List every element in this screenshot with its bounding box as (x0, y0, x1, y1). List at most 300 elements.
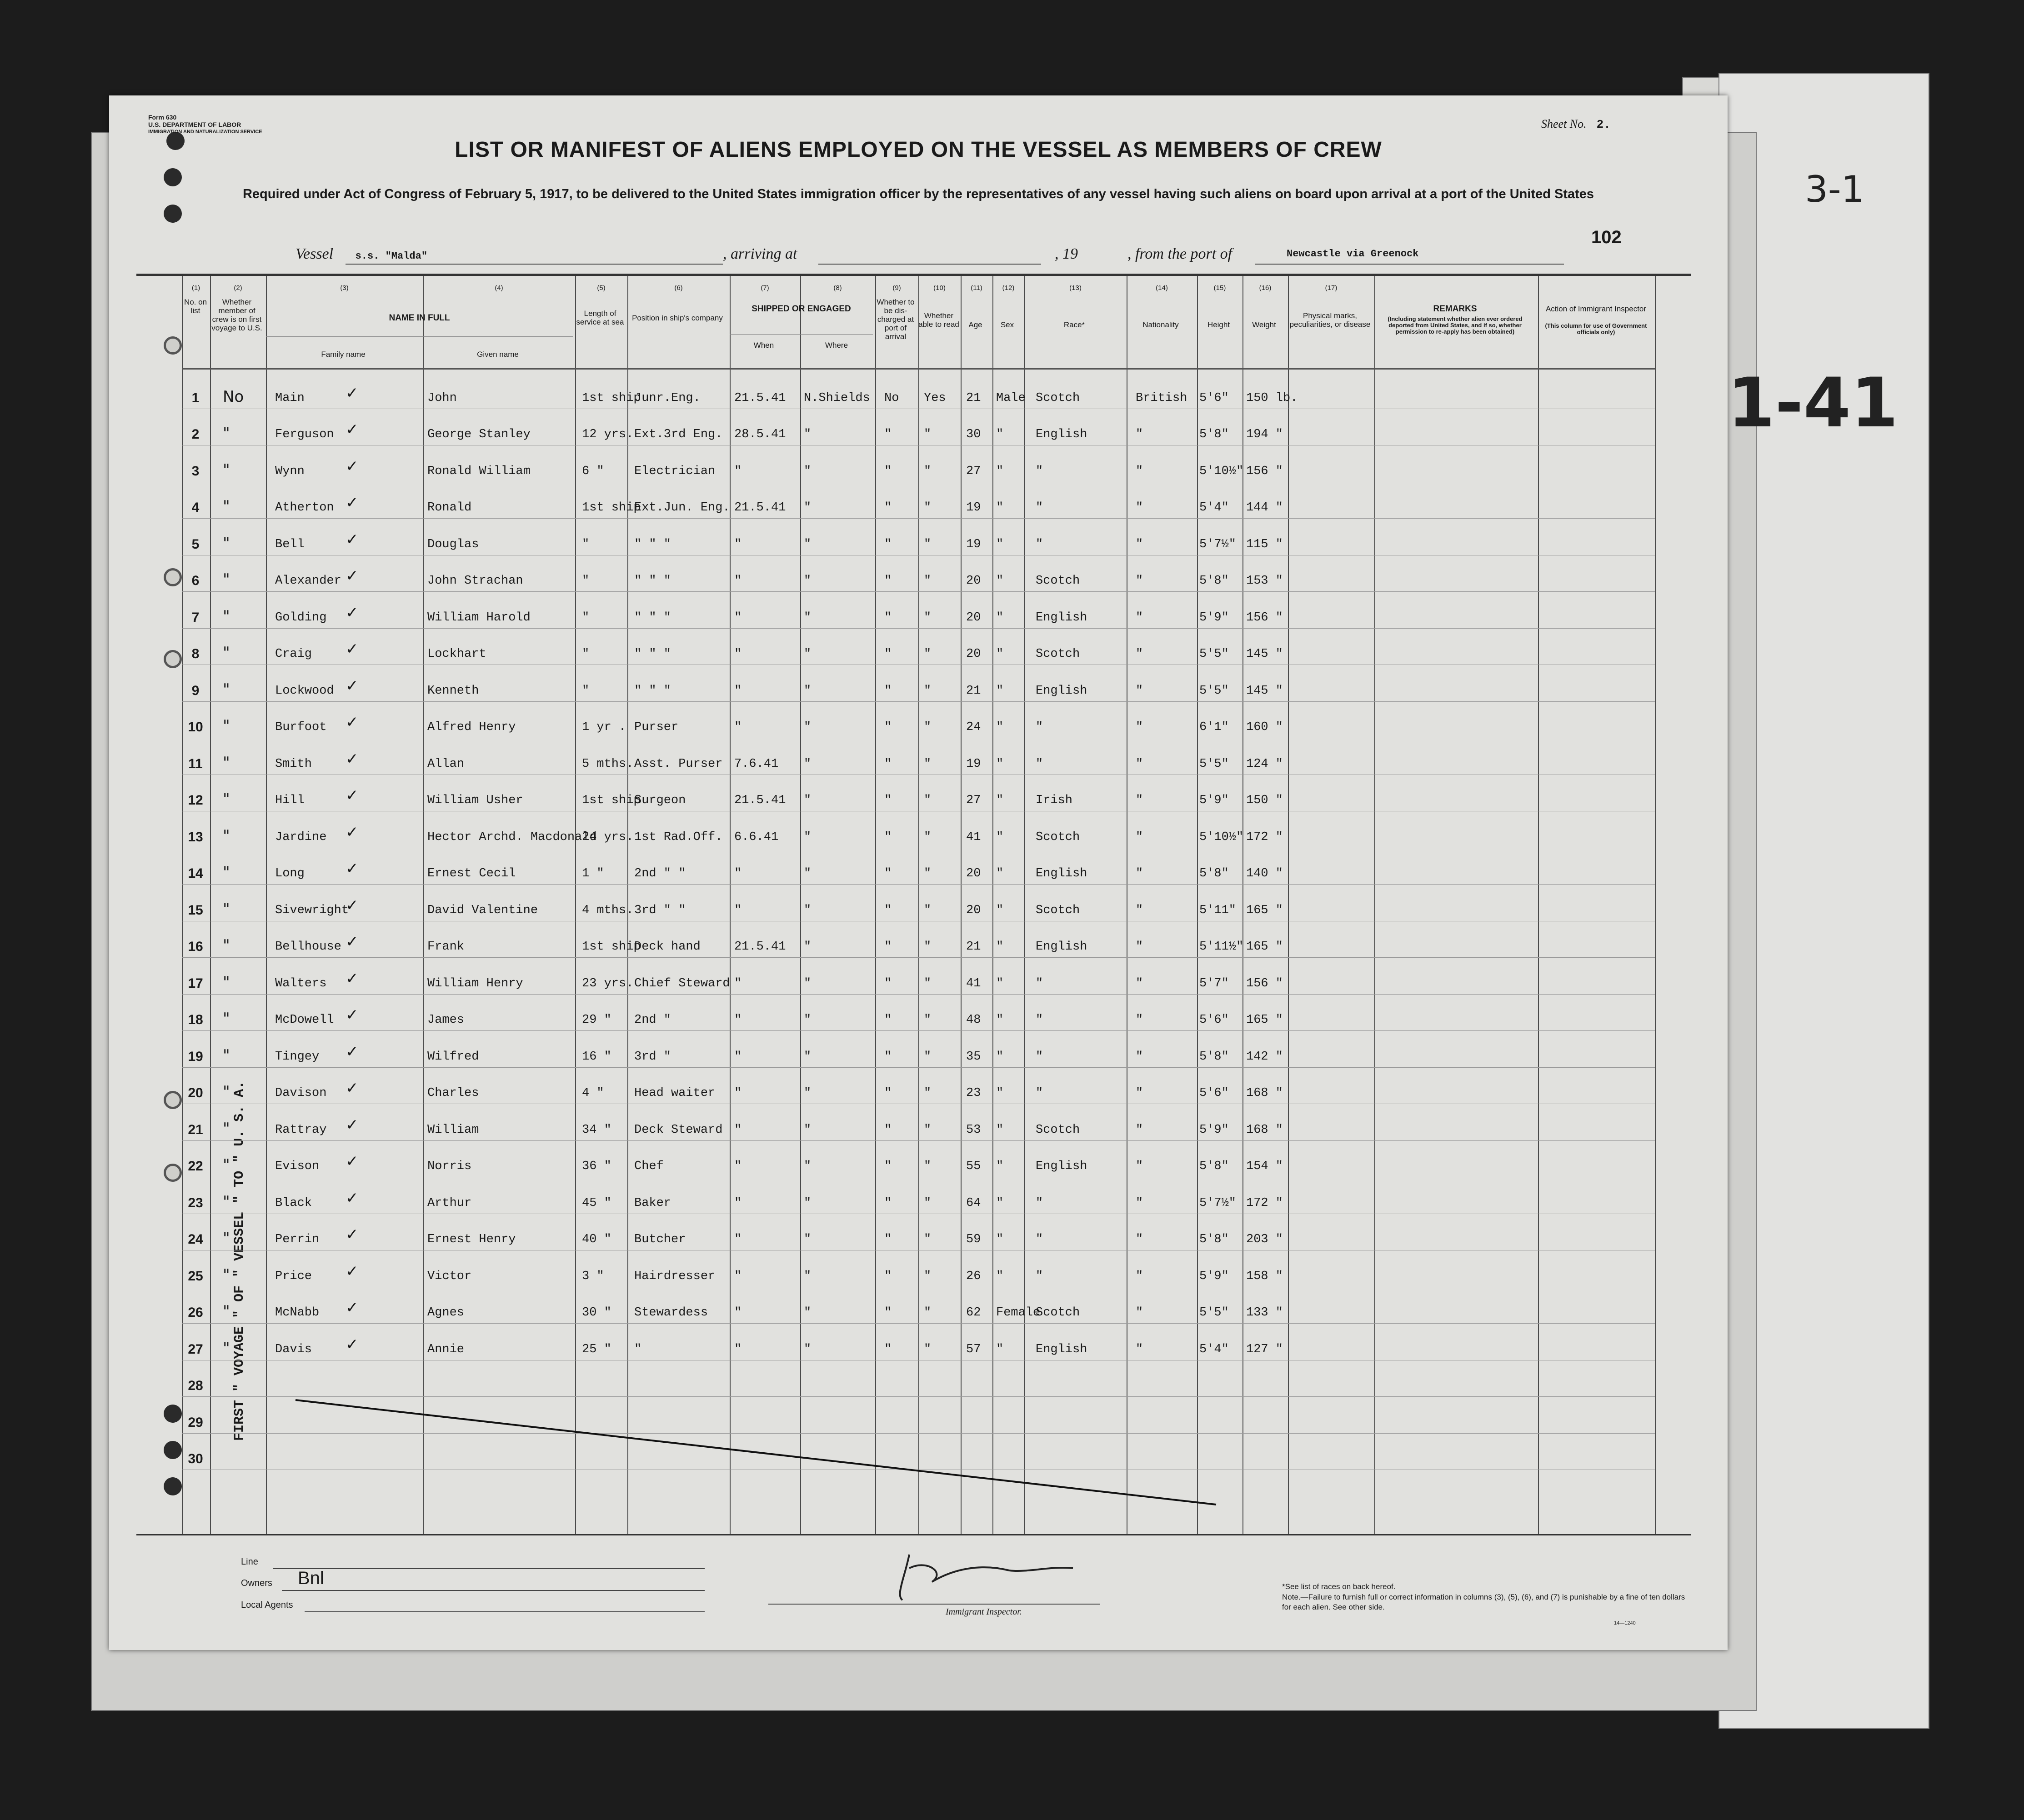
height: 5'10½" (1199, 464, 1244, 478)
races-note: *See list of races on back hereof. (1282, 1582, 1396, 1591)
to-be-discharged: " (884, 1160, 892, 1173)
age: 24 (966, 720, 981, 734)
race: " (1036, 976, 1043, 990)
family-name: Golding (275, 610, 327, 625)
shipped-when: 6.6.41 (734, 830, 779, 844)
shipped-when: " (734, 1013, 742, 1027)
to-be-discharged: " (884, 684, 892, 698)
row-number: 28 (188, 1378, 203, 1393)
first-voyage-mark: " (223, 900, 230, 918)
length-of-service: 5 mths. (582, 757, 634, 771)
first-voyage-mark: " (223, 973, 230, 991)
race: " (1036, 1269, 1043, 1283)
first-voyage-mark: " (223, 1156, 230, 1174)
height: 5'8" (1199, 1050, 1229, 1064)
able-to-read: " (924, 610, 932, 625)
nationality: British (1136, 391, 1187, 405)
table-bottom-rule (136, 1534, 1691, 1535)
family-name: Burfoot (275, 720, 327, 734)
column-number: (6) (674, 284, 683, 292)
row-number: 12 (188, 793, 203, 808)
service-name: IMMIGRATION AND NATURALIZATION SERVICE (148, 129, 262, 135)
check-mark: ✓ (346, 1262, 359, 1280)
age: 20 (966, 903, 981, 917)
race: Scotch (1036, 903, 1080, 917)
position: " " " (634, 537, 671, 551)
age: 53 (966, 1123, 981, 1137)
column-number: (11) (971, 284, 982, 292)
page-title: LIST OR MANIFEST OF ALIENS EMPLOYED ON THE VESSEL AS MEMBERS OF CREW (455, 138, 1382, 162)
age: 23 (966, 1086, 981, 1100)
edge-note-top: 3-1 (1805, 168, 1864, 210)
height: 5'7" (1199, 976, 1229, 990)
header-where: Where (825, 341, 848, 350)
weight: 172 " (1246, 1196, 1283, 1210)
nationality: " (1136, 610, 1143, 625)
family-name: McNabb (275, 1306, 320, 1320)
length-of-service: 36 " (582, 1160, 611, 1173)
given-name: Alfred Henry (427, 720, 516, 734)
position: Purser (634, 720, 679, 734)
header-remarks: REMARKS (1433, 304, 1477, 314)
length-of-service: " (582, 574, 590, 588)
weight: 153 " (1246, 574, 1283, 588)
position: Ext.Jun. Eng. (634, 501, 730, 515)
able-to-read: " (924, 1123, 932, 1137)
race: English (1036, 1342, 1087, 1356)
shipped-where: " (804, 647, 812, 661)
row-number: 30 (188, 1451, 203, 1466)
able-to-read: " (924, 1013, 932, 1027)
nationality: " (1136, 720, 1143, 734)
family-name: Long (275, 867, 305, 880)
shipped-where: " (804, 1196, 812, 1210)
nationality: " (1136, 1196, 1143, 1210)
vessel-label: Vessel (296, 245, 334, 262)
length-of-service: 1st ship (582, 391, 641, 405)
sex: " (996, 1013, 1004, 1027)
arriving-label: , arriving at (723, 245, 797, 262)
race: Scotch (1036, 830, 1080, 844)
first-voyage-mark: " (223, 1083, 230, 1101)
height: 5'8" (1199, 867, 1229, 880)
shipped-when: " (734, 1050, 742, 1064)
able-to-read: " (924, 1269, 932, 1283)
shipped-when: " (734, 610, 742, 625)
row-number: 21 (188, 1122, 203, 1137)
race: " (1036, 1196, 1043, 1210)
to-be-discharged: " (884, 794, 892, 807)
sex: " (996, 647, 1004, 661)
column-number: (13) (1069, 284, 1082, 292)
shipped-where: " (804, 757, 812, 771)
check-mark: ✓ (346, 896, 359, 915)
sheet-number-value: 2. (1596, 118, 1611, 131)
to-be-discharged: " (884, 867, 892, 880)
column-number: (14) (1156, 284, 1168, 292)
form-number: Form 630 (148, 114, 177, 121)
height: 5'5" (1199, 684, 1229, 698)
first-voyage-mark: " (223, 790, 230, 808)
age: 21 (966, 940, 981, 954)
given-name: George Stanley (427, 428, 531, 441)
position: 3rd " " (634, 903, 686, 917)
given-name: Lockhart (427, 647, 486, 661)
first-voyage-mark: " (223, 1192, 230, 1211)
weight: 172 " (1246, 830, 1283, 844)
row-number: 2 (191, 427, 200, 442)
sex: Male (996, 391, 1026, 405)
print-code: 14—1240 (1614, 1620, 1636, 1626)
shipped-when: 21.5.41 (734, 501, 786, 515)
able-to-read: " (924, 501, 932, 515)
weight: 145 " (1246, 647, 1283, 661)
family-name: Bellhouse (275, 940, 341, 954)
to-be-discharged: " (884, 1086, 892, 1100)
shipped-when: " (734, 684, 742, 698)
given-name: Ernest Henry (427, 1233, 516, 1246)
year-label: , 19 (1055, 245, 1078, 262)
shipped-when: " (734, 903, 742, 917)
header-age: Age (968, 320, 982, 329)
given-name: William (427, 1123, 479, 1137)
to-be-discharged: " (884, 1196, 892, 1210)
able-to-read: " (924, 1342, 932, 1356)
first-voyage-mark: " (223, 1046, 230, 1065)
vessel-name: s.s. "Malda" (355, 250, 428, 262)
family-name: Main (275, 391, 305, 405)
sex: " (996, 940, 1004, 954)
family-name: Bell (275, 537, 305, 551)
length-of-service: " (582, 610, 590, 625)
weight: 158 " (1246, 1269, 1283, 1283)
shipped-where: " (804, 464, 812, 478)
race: English (1036, 1160, 1087, 1173)
first-voyage-mark: " (223, 1302, 230, 1320)
family-name: Atherton (275, 501, 334, 515)
column-number: (16) (1259, 284, 1272, 292)
header-action: Action of Immigrant Inspector (1545, 305, 1647, 313)
height: 5'8" (1199, 574, 1229, 588)
weight: 150 " (1246, 794, 1283, 807)
first-voyage-mark: No (223, 387, 244, 406)
family-name: Perrin (275, 1233, 320, 1246)
shipped-where: " (804, 428, 812, 441)
length-of-service: 12 yrs. (582, 428, 634, 441)
race: " (1036, 1086, 1043, 1100)
to-be-discharged: " (884, 720, 892, 734)
shipped-when: " (734, 976, 742, 990)
header-action-note: (This column for use of Government officials only) (1545, 322, 1647, 335)
shipped-where: " (804, 794, 812, 807)
sex: " (996, 1123, 1004, 1137)
first-voyage-mark: " (223, 753, 230, 772)
age: 20 (966, 610, 981, 625)
header-able-to-read: Whether able to read (918, 311, 959, 329)
able-to-read: Yes (924, 391, 946, 405)
inspector-signature (891, 1550, 1082, 1605)
height: 5'10½" (1199, 830, 1244, 844)
edge-note-side: 1-41 (1728, 364, 1899, 443)
nationality: " (1136, 574, 1143, 588)
given-name: Charles (427, 1086, 479, 1100)
weight: 160 " (1246, 720, 1283, 734)
able-to-read: " (924, 537, 932, 551)
sex: " (996, 1050, 1004, 1064)
position: " (634, 1342, 642, 1356)
age: 30 (966, 428, 981, 441)
column-number: (15) (1213, 284, 1226, 292)
length-of-service: 4 mths. (582, 903, 634, 917)
nationality: " (1136, 1086, 1143, 1100)
race: " (1036, 720, 1043, 734)
to-be-discharged: " (884, 757, 892, 771)
sex: " (996, 610, 1004, 625)
sex: " (996, 1269, 1004, 1283)
family-name: McDowell (275, 1013, 334, 1027)
to-be-discharged: " (884, 1269, 892, 1283)
header-race: Race* (1063, 320, 1085, 329)
shipped-where: " (804, 1013, 812, 1027)
shipped-where: " (804, 1123, 812, 1137)
weight: 168 " (1246, 1086, 1283, 1100)
given-name: John Strachan (427, 574, 523, 588)
weight: 165 " (1246, 903, 1283, 917)
row-number: 10 (188, 720, 203, 735)
row-number: 4 (191, 500, 200, 515)
header-discharged: Whether to be dis-charged at port of arrival (877, 298, 915, 341)
length-of-service: " (582, 647, 590, 661)
race: " (1036, 757, 1043, 771)
manifest-number: 102 (1591, 227, 1622, 247)
height: 5'5" (1199, 757, 1229, 771)
sex: " (996, 684, 1004, 698)
position: 1st Rad.Off. (634, 830, 723, 844)
length-of-service: 29 " (582, 1013, 611, 1027)
age: 20 (966, 647, 981, 661)
to-be-discharged: " (884, 1013, 892, 1027)
given-name: Norris (427, 1160, 472, 1173)
header-position: Position in ship's company (632, 314, 723, 322)
family-name: Lockwood (275, 684, 334, 698)
header-when: When (753, 341, 774, 350)
length-of-service: 1 yr . (582, 720, 626, 734)
age: 26 (966, 1269, 981, 1283)
shipped-when: " (734, 464, 742, 478)
shipped-when: " (734, 1233, 742, 1246)
shipped-when: " (734, 537, 742, 551)
column-number: (2) (234, 284, 242, 292)
given-name: Kenneth (427, 684, 479, 698)
race: " (1036, 1013, 1043, 1027)
position: 3rd " (634, 1050, 671, 1064)
given-name: Agnes (427, 1306, 465, 1320)
to-be-discharged: " (884, 976, 892, 990)
age: 64 (966, 1196, 981, 1210)
agents-underline (305, 1611, 705, 1612)
column-number: (4) (495, 284, 503, 292)
header-no-on-list: No. on list (184, 298, 207, 315)
given-name: Frank (427, 940, 465, 954)
column-number: (8) (833, 284, 842, 292)
row-number: 14 (188, 866, 203, 881)
length-of-service: 45 " (582, 1196, 611, 1210)
to-be-discharged: " (884, 574, 892, 588)
check-mark: ✓ (346, 1299, 359, 1317)
shipped-where: " (804, 720, 812, 734)
height: 5'8" (1199, 1160, 1229, 1173)
given-name: Ronald (427, 501, 472, 515)
first-voyage-mark: " (223, 863, 230, 881)
able-to-read: " (924, 1160, 932, 1173)
first-voyage-mark: " (223, 1119, 230, 1138)
position: " " " (634, 574, 671, 588)
shipped-where: " (804, 1086, 812, 1100)
able-to-read: " (924, 1086, 932, 1100)
row-number: 24 (188, 1232, 203, 1247)
nationality: " (1136, 1013, 1143, 1027)
row-number: 3 (191, 463, 200, 479)
age: 27 (966, 464, 981, 478)
check-mark: ✓ (346, 786, 359, 805)
first-voyage-mark: " (223, 534, 230, 552)
first-voyage-mark: " (223, 680, 230, 699)
sex: " (996, 537, 1004, 551)
header-nationality: Nationality (1142, 320, 1179, 329)
age: 20 (966, 867, 981, 880)
family-name: Hill (275, 794, 305, 807)
shipped-where: N.Shields (804, 391, 870, 405)
first-voyage-mark: " (223, 607, 230, 625)
owners-underline (282, 1590, 705, 1591)
weight: 144 " (1246, 501, 1283, 515)
shipped-where: " (804, 976, 812, 990)
line-label: Line (241, 1557, 258, 1567)
header-physical-marks: Physical marks, peculiarities, or disease (1289, 311, 1371, 329)
row-number: 23 (188, 1195, 203, 1210)
length-of-service: 23 yrs. (582, 976, 634, 990)
shipped-when: " (734, 1123, 742, 1137)
row-number: 6 (191, 573, 200, 588)
check-mark: ✓ (346, 1042, 359, 1061)
shipped-when: 28.5.41 (734, 428, 786, 441)
shipped-where: " (804, 1233, 812, 1246)
race: " (1036, 1233, 1043, 1246)
sex: " (996, 867, 1004, 880)
height: 5'6" (1199, 1013, 1229, 1027)
position: Baker (634, 1196, 671, 1210)
length-of-service: 3 " (582, 1269, 604, 1283)
age: 20 (966, 574, 981, 588)
position: Asst. Purser (634, 757, 723, 771)
header-name-in-full: NAME IN FULL (389, 313, 450, 323)
race: English (1036, 940, 1087, 954)
length-of-service: 25 " (582, 1342, 611, 1356)
weight: 115 " (1246, 537, 1283, 551)
length-of-service: 30 " (582, 1306, 611, 1320)
length-of-service: 1st ship (582, 794, 641, 807)
given-name: Hector Archd. Macdonald (427, 830, 597, 844)
given-name: Douglas (427, 537, 479, 551)
check-mark: ✓ (346, 603, 359, 622)
penalty-note: Note.—Failure to furnish full or correct information in columns (3), (5), (6), and (7) is punishable by a fine of ten dollars for each alien. See other side. (1282, 1593, 1685, 1611)
length-of-service: 34 " (582, 1123, 611, 1137)
height: 5'6" (1199, 391, 1229, 405)
nationality: " (1136, 976, 1143, 990)
length-of-service: " (582, 684, 590, 698)
first-voyage-mark: " (223, 1010, 230, 1028)
weight: 140 " (1246, 867, 1283, 880)
weight: 154 " (1246, 1160, 1283, 1173)
height: 5'5" (1199, 647, 1229, 661)
able-to-read: " (924, 940, 932, 954)
check-mark: ✓ (346, 933, 359, 951)
check-mark: ✓ (346, 823, 359, 841)
row-number: 17 (188, 975, 203, 991)
header-given-name: Given name (477, 350, 519, 359)
row-number: 7 (191, 610, 200, 625)
header-height: Height (1207, 320, 1230, 329)
race: Scotch (1036, 391, 1080, 405)
to-be-discharged: " (884, 464, 892, 478)
check-mark: ✓ (346, 676, 359, 695)
check-mark: ✓ (346, 860, 359, 878)
sex: " (996, 464, 1004, 478)
to-be-discharged: " (884, 1342, 892, 1356)
weight: 127 " (1246, 1342, 1283, 1356)
able-to-read: " (924, 1306, 932, 1320)
position: Chief Steward (634, 976, 730, 990)
able-to-read: " (924, 794, 932, 807)
check-mark: ✓ (346, 530, 359, 549)
height: 5'11" (1199, 903, 1237, 917)
height: 6'1" (1199, 720, 1229, 734)
race: Scotch (1036, 1123, 1080, 1137)
position: Deck hand (634, 940, 701, 954)
weight: 156 " (1246, 610, 1283, 625)
row-number: 11 (188, 756, 203, 771)
height: 5'11½" (1199, 940, 1244, 954)
row-number: 22 (188, 1159, 203, 1174)
nationality: " (1136, 428, 1143, 441)
weight: 150 lb. (1246, 391, 1298, 405)
height: 5'9" (1199, 1123, 1229, 1137)
family-name: Craig (275, 647, 312, 661)
family-name: Ferguson (275, 428, 334, 441)
weight: 145 " (1246, 684, 1283, 698)
family-name: Davis (275, 1342, 312, 1356)
owners-value: Bnl (298, 1568, 324, 1588)
port-label: , from the port of (1127, 245, 1232, 262)
inspector-label: Immigrant Inspector. (946, 1607, 1022, 1617)
sex: " (996, 1233, 1004, 1246)
column-number: (17) (1325, 284, 1338, 292)
header-shipped: SHIPPED OR ENGAGED (751, 304, 851, 314)
first-voyage-mark: " (223, 717, 230, 735)
given-name: William Harold (427, 610, 531, 625)
check-mark: ✓ (346, 1189, 359, 1207)
column-number: (12) (1002, 284, 1015, 292)
to-be-discharged: " (884, 940, 892, 954)
row-number: 15 (188, 902, 203, 918)
able-to-read: " (924, 647, 932, 661)
position: " " " (634, 647, 671, 661)
shipped-when: " (734, 1086, 742, 1100)
family-name: Wynn (275, 464, 305, 478)
first-voyage-mark: " (223, 424, 230, 442)
nationality: " (1136, 501, 1143, 515)
to-be-discharged: " (884, 647, 892, 661)
